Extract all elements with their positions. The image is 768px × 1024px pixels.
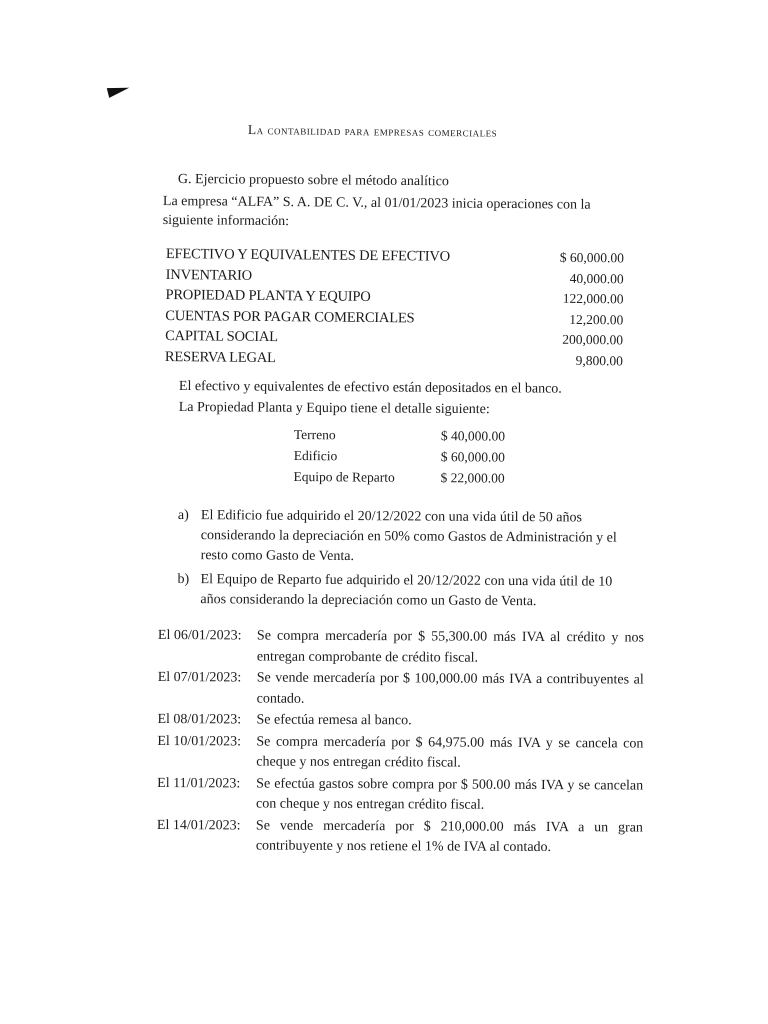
- ppe-row: [294, 424, 509, 447]
- operations-list: [157, 626, 644, 860]
- page-header: La contabilidad para empresas comerciales: [247, 122, 498, 140]
- section-title: G. Ejercicio propuesto sobre el método analítico: [177, 172, 449, 190]
- operation-row: [157, 773, 643, 817]
- operation-date: El 06/01/2023:: [157, 628, 242, 644]
- account-amount: 12,200.00: [569, 311, 624, 327]
- account-name: EFECTIVO Y EQUIVALENTES DE EFECTIVO: [165, 245, 451, 265]
- notes: [179, 376, 599, 421]
- operation-row: [157, 710, 643, 733]
- operation-date: El 10/01/2023:: [157, 733, 242, 749]
- account-name: RESERVA LEGAL: [164, 348, 276, 366]
- account-amount: 122,000.00: [562, 290, 624, 307]
- ppe-row: [294, 466, 509, 489]
- ppe-amount: $ 22,000.00: [440, 470, 505, 486]
- operation-text: Se vende mercadería por $ 210,000.00 más IVA a un gran contribuyente y nos retiene el 1% de IVA al contado.: [255, 818, 643, 856]
- ppe-amount: $ 60,000.00: [440, 449, 505, 465]
- account-amount: 200,000.00: [562, 331, 624, 348]
- operation-text: Se efectúa remesa al banco.: [256, 712, 412, 729]
- operation-date: El 07/01/2023:: [157, 669, 242, 686]
- ppe-item: Edificio: [293, 447, 338, 464]
- operation-date: El 14/01/2023:: [156, 817, 241, 833]
- list-marker: b): [177, 571, 190, 588]
- account-name: INVENTARIO: [165, 266, 253, 284]
- note-cash: El efectivo y equivalentes de efectivo están depositados en el banco.: [178, 378, 562, 397]
- operation-text: Se compra mercadería por $ 64,975.00 más IVA y se cancela con cheque y nos entregan crédito fiscal.: [256, 734, 644, 771]
- operation-row: [158, 626, 644, 670]
- operation-date: El 11/01/2023:: [157, 775, 241, 791]
- opening-balance-list: [165, 244, 624, 371]
- ppe-detail-list: [294, 424, 509, 489]
- operation-text: Se compra mercadería por $ 55,300.00 más IVA al crédito y nos entregan comprobante de crédito fiscal.: [256, 628, 644, 666]
- list-marker: a): [177, 507, 189, 524]
- account-amount: $ 60,000.00: [559, 249, 624, 266]
- list-text: El Equipo de Reparto fue adquirido el 20/12/2022 con una vida útil de 10 años considerando la depreciación como un Gasto de Venta.: [200, 572, 613, 610]
- account-name: PROPIEDAD PLANTA Y EQUIPO: [165, 286, 371, 305]
- note-ppe: La Propiedad Planta y Equipo tiene el detalle siguiente:: [178, 399, 490, 418]
- list-text: El Edificio fue adquirido el 20/12/2022 con una vida útil de 50 años considerando la depreciación en 50% como Gastos de Administración y el resto como Gasto de Venta.: [200, 508, 617, 565]
- account-name: CAPITAL SOCIAL: [165, 327, 278, 346]
- operation-row: [157, 815, 643, 859]
- corner-arrow-mark: [107, 83, 131, 98]
- ppe-item: Equipo de Reparto: [293, 468, 395, 485]
- operation-text: Se efectúa gastos sobre compra por $ 500.00 más IVA y se cancelan con cheque y nos entregan crédito fiscal.: [256, 776, 644, 813]
- list-item: [178, 506, 638, 569]
- balance-row: [165, 346, 623, 371]
- operation-row: [157, 731, 643, 775]
- asset-conditions-list: [177, 506, 638, 617]
- intro-paragraph: La empresa “ALFA” S. A. DE C. V., al 01/01/2023 inicia operaciones con la siguiente información:: [162, 193, 591, 230]
- ppe-row: [294, 445, 509, 468]
- ppe-item: Terreno: [293, 426, 336, 443]
- account-amount: 9,800.00: [575, 352, 623, 368]
- account-amount: 40,000.00: [569, 270, 624, 286]
- account-name: CUENTAS POR PAGAR COMERCIALES: [165, 307, 415, 326]
- list-item: [177, 570, 637, 613]
- operation-row: [158, 668, 644, 712]
- ppe-amount: $ 40,000.00: [440, 428, 506, 444]
- operation-date: El 08/01/2023:: [157, 711, 242, 728]
- operation-text: Se vende mercadería por $ 100,000.00 más IVA a contribuyentes al contado.: [256, 670, 644, 707]
